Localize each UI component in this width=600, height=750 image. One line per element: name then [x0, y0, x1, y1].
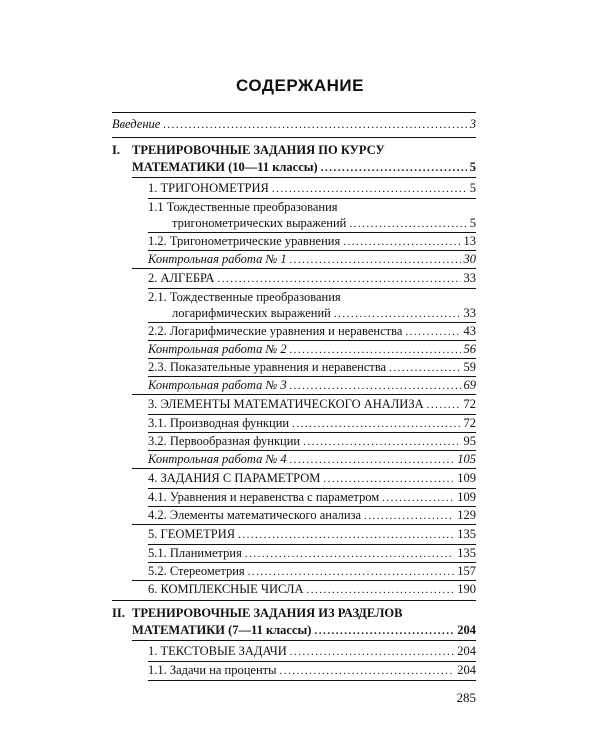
- toc-entry-s2-2[interactable]: 2.2. Логарифмические уравнения и неравенства ..... 43: [148, 324, 476, 340]
- part-heading-line1: ТРЕНИРОВОЧНЫЕ ЗАДАНИЯ ПО КУРСУ: [132, 143, 385, 157]
- toc-entry-s1-1-line1: 1.1 Тождественные преобразования: [148, 200, 338, 214]
- section-rule: [148, 432, 476, 433]
- section-rule: [148, 544, 476, 545]
- toc-entry-intro[interactable]: Введение ..... 3: [112, 117, 476, 133]
- toc-entry-cr2[interactable]: Контрольная работа № 2 ..... 56: [148, 342, 476, 358]
- page-number: 285: [456, 690, 476, 705]
- section-rule: [132, 177, 476, 178]
- toc-entry-s3[interactable]: 3. ЭЛЕМЕНТЫ МАТЕМАТИЧЕСКОГО АНАЛИЗА ..... 72: [148, 397, 476, 413]
- toc-entry-cr3[interactable]: Контрольная работа № 3 ..... 69: [148, 378, 476, 394]
- section-rule: [148, 680, 476, 681]
- toc-entry-s6[interactable]: 6. КОМПЛЕКСНЫЕ ЧИСЛА ..... 190: [148, 582, 476, 598]
- toc-entry-part1[interactable]: МАТЕМАТИКИ (10—11 классы) ..... 5: [132, 160, 476, 176]
- part-heading-line1: ТРЕНИРОВОЧНЫЕ ЗАДАНИЯ ИЗ РАЗДЕЛОВ: [132, 606, 403, 620]
- page-title: СОДЕРЖАНИЕ: [236, 76, 364, 95]
- toc-entry-s5-1[interactable]: 5.1. Планиметрия ..... 135: [148, 546, 476, 562]
- section-rule: [148, 488, 476, 489]
- section-rule: [148, 288, 476, 289]
- section-rule: [132, 580, 476, 581]
- toc-entry-s2[interactable]: 2. АЛГЕБРА ..... 33: [148, 271, 476, 287]
- part-number: II.: [112, 606, 125, 620]
- section-rule: [148, 562, 476, 563]
- divider-rule: [112, 137, 476, 138]
- toc-entry-s5[interactable]: 5. ГЕОМЕТРИЯ ..... 135: [148, 527, 476, 543]
- section-rule: [148, 232, 476, 233]
- toc-entry-s3-1[interactable]: 3.1. Производная функции ..... 72: [148, 416, 476, 432]
- toc-entry-cr1[interactable]: Контрольная работа № 1 ..... 30: [148, 252, 476, 268]
- toc-entry-s4-2[interactable]: 4.2. Элементы математического анализа ..... 129: [148, 508, 476, 524]
- toc-entry-s1-1[interactable]: тригонометрических выражений ..... 5: [172, 216, 476, 232]
- section-rule: [132, 524, 476, 525]
- section-rule: [132, 640, 476, 641]
- top-rule: [112, 112, 476, 113]
- section-rule: [148, 414, 476, 415]
- section-rule: [148, 250, 476, 251]
- toc-entry-s4[interactable]: 4. ЗАДАНИЯ С ПАРАМЕТРОМ ..... 109: [148, 471, 476, 487]
- toc-entry-s2-3[interactable]: 2.3. Показательные уравнения и неравенства ..... 59: [148, 360, 476, 376]
- section-rule: [148, 358, 476, 359]
- toc-entry-s7-1[interactable]: 1.1. Задачи на проценты ..... 204: [148, 663, 476, 679]
- section-rule: [132, 268, 476, 269]
- section-rule: [148, 506, 476, 507]
- toc-entry-s3-2[interactable]: 3.2. Первообразная функции ..... 95: [148, 434, 476, 450]
- toc-entry-cr4[interactable]: Контрольная работа № 4 ..... 105: [148, 452, 476, 468]
- toc-entry-s4-1[interactable]: 4.1. Уравнения и неравенства с параметром ..... 109: [148, 490, 476, 506]
- section-rule: [148, 450, 476, 451]
- section-rule: [132, 468, 476, 469]
- toc-entry-s5-2[interactable]: 5.2. Стереометрия ..... 157: [148, 564, 476, 580]
- section-rule: [148, 340, 476, 341]
- part-number: I.: [112, 143, 120, 157]
- toc-entry-s1-2[interactable]: 1.2. Тригонометрические уравнения ..... 13: [148, 234, 476, 250]
- section-rule: [148, 322, 476, 323]
- toc-entry-s2-1[interactable]: логарифмических выражений ..... 33: [172, 306, 476, 322]
- toc-entry-part2[interactable]: МАТЕМАТИКИ (7—11 классы) ..... 204: [132, 623, 476, 639]
- toc-entry-s1[interactable]: 1. ТРИГОНОМЕТРИЯ ..... 5: [148, 181, 476, 197]
- toc-entry-s7[interactable]: 1. ТЕКСТОВЫЕ ЗАДАЧИ ..... 204: [148, 644, 476, 660]
- section-rule: [148, 198, 476, 199]
- divider-rule: [112, 600, 476, 601]
- toc-entry-s2-1-line1: 2.1. Тождественные преобразования: [148, 290, 341, 304]
- section-rule: [148, 376, 476, 377]
- section-rule: [132, 394, 476, 395]
- section-rule: [148, 661, 476, 662]
